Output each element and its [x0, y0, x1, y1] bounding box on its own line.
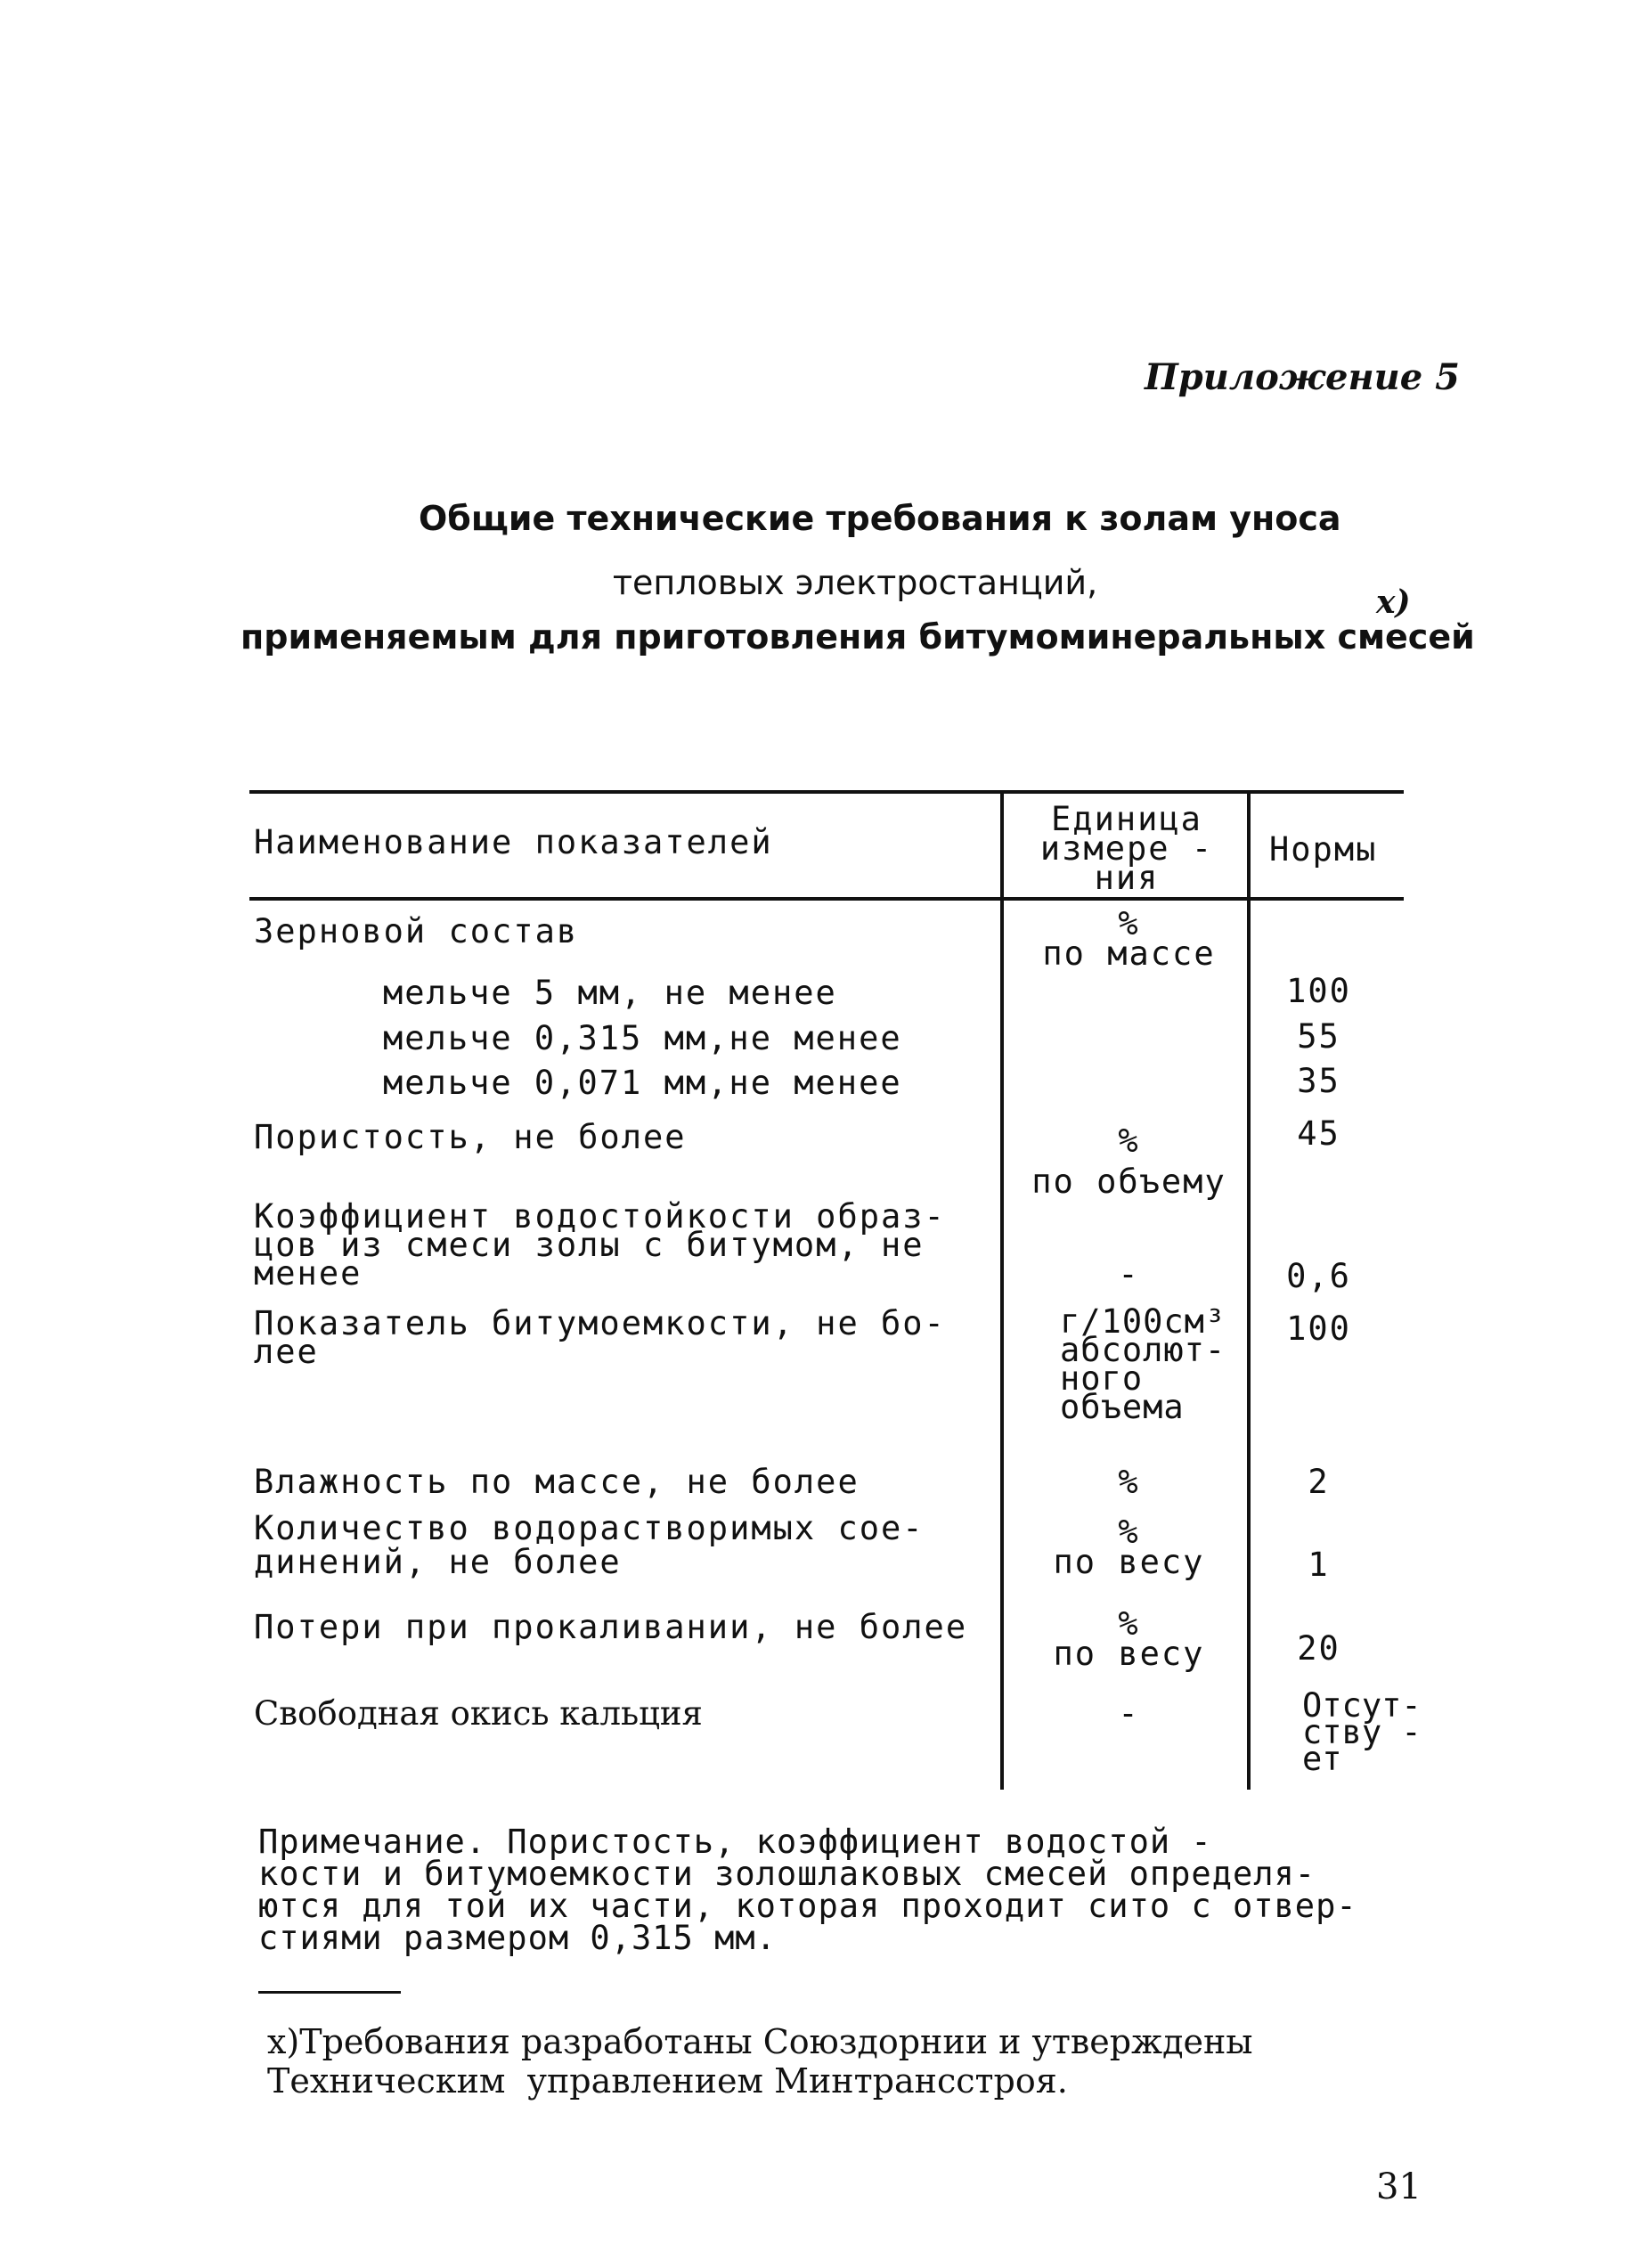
row-8-unit: % по весу: [1053, 1513, 1205, 1581]
page-number: 31: [1376, 2166, 1422, 2207]
row-9-unit: % по весу: [1053, 1604, 1205, 1673]
row-7-norm: 2: [1308, 1463, 1330, 1501]
row-2-name: мельче 0,315 мм,не менее: [383, 1019, 902, 1057]
header-unit: Единица измере - ния: [1039, 800, 1214, 897]
row-10-name: Свободная окись кальция: [254, 1694, 703, 1733]
header-name: Наименование показателей: [254, 823, 773, 861]
row-10-norm: Отсут- ству - ет: [1302, 1686, 1422, 1778]
row-4-unit: % по объему: [1031, 1122, 1226, 1201]
row-7-unit: %: [1118, 1463, 1140, 1501]
row-2-norm: 55: [1297, 1017, 1340, 1056]
row-6-name: Показатель битумоемкости, не бо- лее: [254, 1304, 946, 1371]
row-4-name: Пористость, не более: [254, 1118, 687, 1156]
appendix-label: Приложение 5: [1145, 356, 1460, 398]
table-note: Примечание. Пористость, коэффициент водостой - кости и битумоемкости золошлаковых смесей определя- ются для той их части, которая проходит сито с отвер- стиями размером 0,315 мм.: [258, 1823, 1357, 1957]
row-6-unit: г/100см³ абсолют- ного объема: [1060, 1302, 1226, 1426]
row-9-name: Потери при прокаливании, не более: [254, 1608, 968, 1646]
row-7-name: Влажность по массе, не более: [254, 1463, 860, 1501]
table-header-rule: [249, 897, 1404, 901]
row-8-name: Количество водорастворимых сое- динений, не более: [254, 1509, 925, 1581]
row-1-norm: 100: [1286, 972, 1351, 1010]
row-6-norm: 100: [1286, 1309, 1351, 1348]
row-3-norm: 35: [1297, 1062, 1340, 1100]
title-line-2: тепловых электростанций,: [612, 563, 1098, 602]
table-col-divider-1: [1000, 792, 1004, 1790]
row-5-unit: -: [1118, 1255, 1140, 1293]
row-5-norm: 0,6: [1286, 1257, 1351, 1295]
row-9-norm: 20: [1297, 1629, 1340, 1668]
row-1-name: мельче 5 мм, не менее: [383, 974, 837, 1012]
row-8-norm: 1: [1308, 1546, 1330, 1584]
footnote: x)Требования разработаны Союздорнии и утверждены Техническим управлением Минтрансстроя.: [267, 2022, 1253, 2101]
row-0-name: Зерновой состав: [254, 912, 579, 950]
row-10-unit: -: [1118, 1694, 1140, 1733]
row-4-norm: 45: [1297, 1114, 1340, 1153]
footnote-rule: [258, 1991, 401, 1994]
table-col-divider-2: [1247, 792, 1251, 1790]
title-line-1: Общие технические требования к золам уноса: [419, 499, 1341, 538]
row-0-unit: % по массе: [1042, 904, 1216, 973]
row-5-name: Коэффициент водостойкости образ- цов из смеси золы с битумом, не менее: [254, 1197, 946, 1293]
row-3-name: мельче 0,071 мм,не менее: [383, 1064, 902, 1102]
header-norm: Нормы: [1269, 830, 1378, 869]
title-line-3: применяемым для приготовления битумоминеральных смесей: [240, 617, 1475, 657]
title-footnote-mark: x): [1376, 583, 1411, 621]
table-top-rule: [249, 790, 1404, 794]
